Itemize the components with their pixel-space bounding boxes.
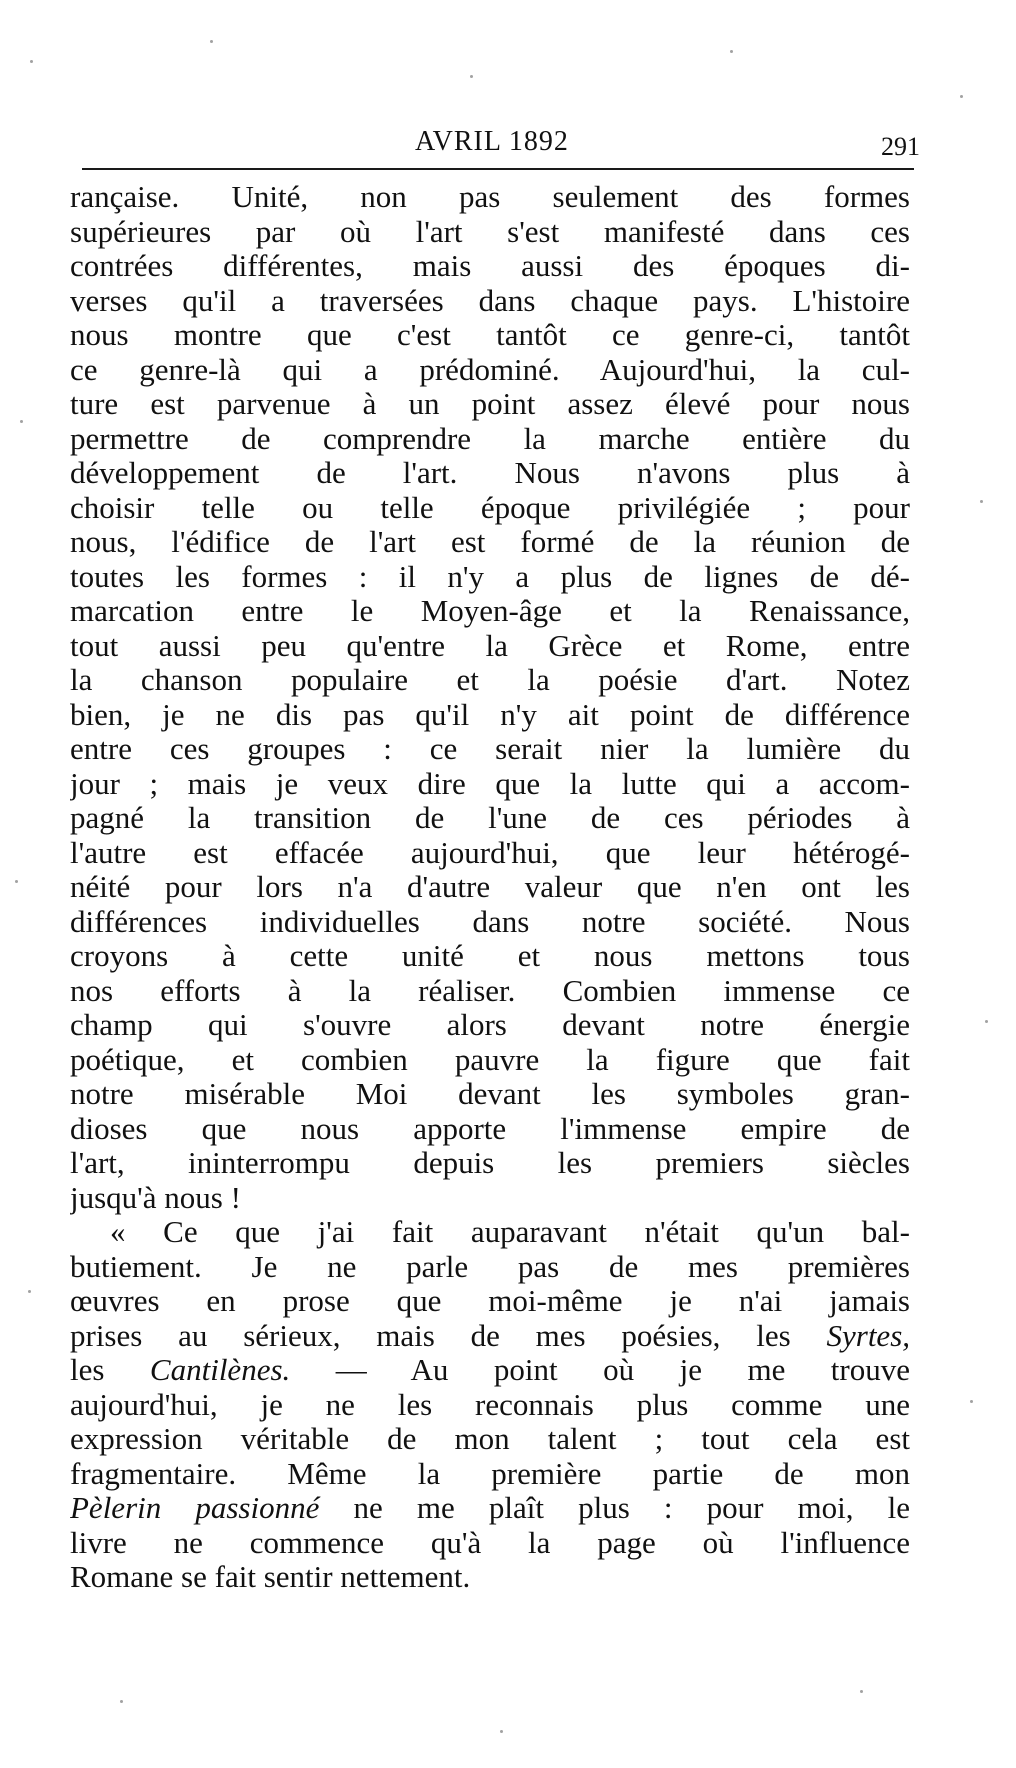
text-line: Romane se fait sentir nettement.	[70, 1560, 471, 1594]
text-segment: prises au sérieux, mais de mes poésies, les	[70, 1318, 791, 1353]
text-segment: les	[70, 1353, 105, 1387]
body-text	[70, 180, 910, 1595]
scan-speck	[730, 50, 733, 53]
text-line: expression véritable de mon talent ; tout cela est	[70, 1422, 910, 1456]
text-line: croyons à cette unité et nous mettons tous	[70, 939, 910, 973]
text-line: l'art, ininterrompu depuis les premiers siècles	[70, 1146, 910, 1180]
text-line: nous, l'édifice de l'art est formé de la réunion de	[70, 525, 910, 559]
text-line: œuvres en prose que moi-même je n'ai jamais	[70, 1284, 910, 1318]
text-line: pagné la transition de l'une de ces périodes à	[70, 801, 910, 835]
text-line: bien, je ne dis pas qu'il n'y ait point de différence	[70, 697, 910, 732]
header-title: AVRIL 1892	[415, 126, 569, 157]
italic-title: Pèlerin passionné	[70, 1491, 320, 1525]
text-line: livre ne commence qu'à la page où l'influence	[70, 1525, 910, 1560]
text-line: ture est parvenue à un point assez élevé pour nous	[70, 387, 910, 421]
text-line: butiement. Je ne parle pas de mes premières	[70, 1249, 910, 1284]
text-line: toutes les formes : il n'y a plus de lignes de dé-	[70, 559, 910, 594]
scan-speck	[210, 40, 213, 43]
text-line: poétique, et combien pauvre la figure que fait	[70, 1042, 910, 1077]
scan-speck	[500, 1730, 503, 1733]
text-line: tout aussi peu qu'entre la Grèce et Rome, entre	[70, 628, 910, 663]
running-header	[60, 118, 940, 168]
scan-speck	[30, 60, 33, 63]
text-line: aujourd'hui, je ne les reconnais plus comme une	[70, 1387, 910, 1422]
scan-speck	[28, 1290, 31, 1293]
text-line: dioses que nous apporte l'immense empire de	[70, 1111, 910, 1146]
text-line: champ qui s'ouvre alors devant notre énergie	[70, 1008, 910, 1042]
text-segment: ne me plaît plus : pour moi, le	[353, 1491, 910, 1525]
text-segment: — Au point où je me trouve	[335, 1353, 910, 1387]
text-line: fragmentaire. Même la première partie de mon	[70, 1456, 910, 1491]
text-line	[70, 1319, 910, 1354]
scan-speck	[985, 1020, 988, 1023]
text-line: nous montre que c'est tantôt ce genre-ci, tantôt	[70, 318, 910, 352]
text-line: verses qu'il a traversées dans chaque pays. L'histoire	[70, 283, 910, 318]
text-line: ce genre-là qui a prédominé. Aujourd'hui, la cul-	[70, 352, 910, 387]
text-line: notre misérable Moi devant les symboles gran-	[70, 1077, 910, 1111]
text-line: choisir telle ou telle époque privilégiée ; pour	[70, 490, 910, 525]
scan-speck	[970, 1400, 973, 1403]
text-line	[70, 1353, 910, 1388]
text-line: jour ; mais je veux dire que la lutte qui a accom-	[70, 766, 910, 801]
text-line: la chanson populaire et la poésie d'art. Notez	[70, 663, 910, 697]
text-line: l'autre est effacée aujourd'hui, que leur hétérogé-	[70, 835, 910, 870]
italic-title: Cantilènes.	[149, 1353, 291, 1387]
text-line: entre ces groupes : ce serait nier la lumière du	[70, 732, 910, 766]
text-line: développement de l'art. Nous n'avons plus à	[70, 456, 910, 490]
scan-speck	[470, 75, 473, 78]
text-line: supérieures par où l'art s'est manifesté dans ces	[70, 214, 910, 249]
text-line: rançaise. Unité, non pas seulement des formes	[70, 180, 910, 214]
header-rule	[82, 168, 914, 170]
scan-speck	[860, 1690, 863, 1693]
text-line	[70, 1491, 910, 1526]
italic-title: Syrtes,	[826, 1318, 910, 1353]
text-line: jusqu'à nous !	[70, 1180, 241, 1215]
scan-speck	[960, 95, 963, 98]
text-line: néité pour lors n'a d'autre valeur que n'en ont les	[70, 870, 910, 904]
scan-speck	[120, 1700, 123, 1703]
text-line: nos efforts à la réaliser. Combien immense ce	[70, 973, 910, 1008]
text-line: marcation entre le Moyen-âge et la Renaissance,	[70, 594, 910, 628]
scan-speck	[20, 420, 23, 423]
scan-speck	[15, 880, 18, 883]
scan-speck	[980, 500, 983, 503]
text-line: différences individuelles dans notre société. Nous	[70, 904, 910, 939]
text-line: contrées différentes, mais aussi des époques di-	[70, 249, 910, 283]
text-line: permettre de comprendre la marche entière du	[70, 421, 910, 456]
page-number: 291	[881, 132, 920, 161]
text-line: « Ce que j'ai fait auparavant n'était qu'un bal-	[110, 1215, 910, 1249]
